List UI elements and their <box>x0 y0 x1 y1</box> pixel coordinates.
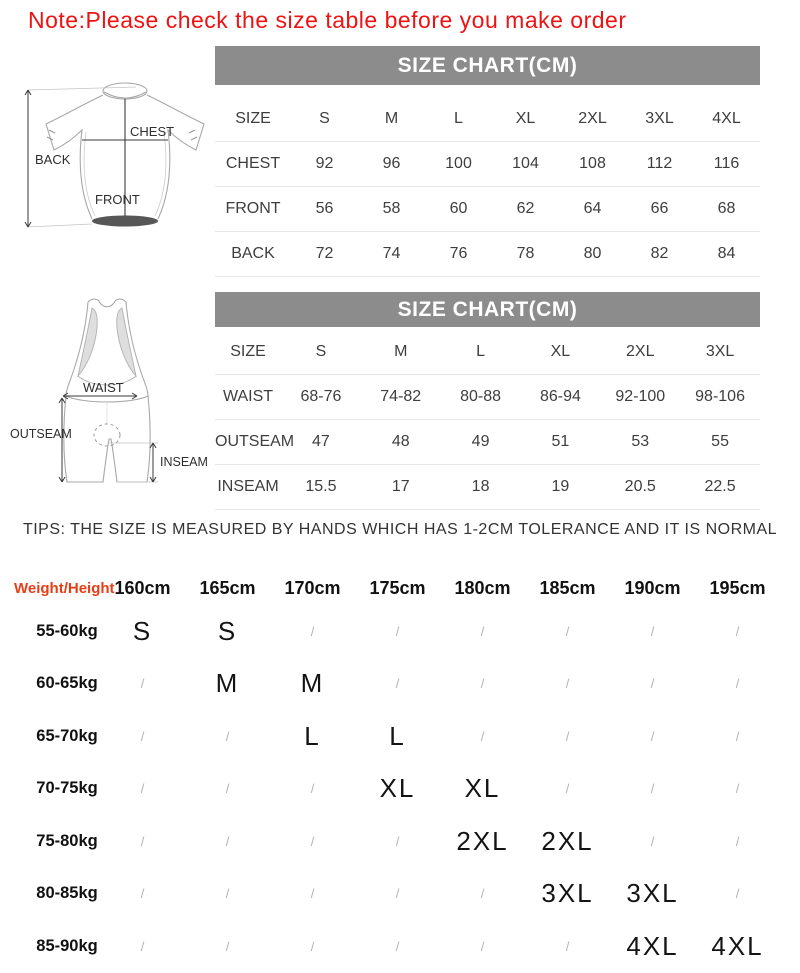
weight-row-label: 75-80kg <box>36 831 98 850</box>
value-cell: 22.5 <box>704 478 736 495</box>
value-cell: 60 <box>449 200 468 217</box>
empty-cell-slash: / <box>735 886 740 902</box>
back-label: BACK <box>35 152 71 167</box>
value-cell: 74 <box>382 245 401 262</box>
value-cell: 82 <box>650 245 669 262</box>
matrix-row <box>0 815 780 868</box>
matrix-row <box>0 658 780 711</box>
column-header-cell: 2XL <box>626 343 655 360</box>
shorts-size-chart-title: SIZE CHART(CM) <box>215 292 760 327</box>
column-header-cell: 3XL <box>705 343 735 360</box>
recommended-size-cell: 2XL <box>456 825 509 856</box>
weight-row-label: 80-85kg <box>36 884 98 903</box>
empty-cell-slash: / <box>735 623 740 639</box>
value-cell: 86-94 <box>539 388 581 405</box>
shorts-size-table <box>215 330 760 510</box>
empty-cell-slash: / <box>735 781 740 797</box>
recommended-size-cell: 3XL <box>626 878 679 909</box>
empty-cell-slash: / <box>310 938 315 954</box>
weight-row-label: 60-65kg <box>36 674 98 693</box>
outseam-label: OUTSEAM <box>10 427 72 441</box>
height-column-header: 170cm <box>284 578 341 598</box>
chest-label: CHEST <box>130 124 175 139</box>
row-label-cell: FRONT <box>225 200 281 217</box>
empty-cell-slash: / <box>480 938 485 954</box>
jersey-hem <box>92 216 158 227</box>
empty-cell-slash: / <box>140 676 145 692</box>
height-column-header: 180cm <box>454 578 511 598</box>
value-cell: 49 <box>471 433 490 450</box>
empty-cell-slash: / <box>480 728 485 744</box>
recommended-size-cell: 4XL <box>626 930 679 961</box>
recommended-size-cell: 2XL <box>541 825 594 856</box>
recommended-size-cell: XL <box>464 773 501 804</box>
back-measure-line <box>25 90 31 227</box>
column-header-cell: S <box>315 343 327 360</box>
matrix-row <box>0 868 780 921</box>
empty-cell-slash: / <box>225 833 230 849</box>
height-column-header: 160cm <box>114 578 171 598</box>
empty-cell-slash: / <box>140 781 145 797</box>
empty-cell-slash: / <box>650 676 655 692</box>
empty-cell-slash: / <box>310 781 315 797</box>
value-cell: 48 <box>391 433 410 450</box>
empty-cell-slash: / <box>395 676 400 692</box>
empty-cell-slash: / <box>735 833 740 849</box>
recommended-size-cell: L <box>304 720 321 751</box>
height-column-header: 185cm <box>539 578 596 598</box>
empty-cell-slash: / <box>565 623 570 639</box>
value-cell: 68 <box>717 200 736 217</box>
recommended-size-cell: 3XL <box>541 878 594 909</box>
empty-cell-slash: / <box>310 886 315 902</box>
empty-cell-slash: / <box>140 728 145 744</box>
recommended-size-cell: M <box>215 668 240 699</box>
value-cell: 96 <box>382 155 401 172</box>
size-table-row <box>215 420 760 465</box>
value-cell: 47 <box>312 433 330 450</box>
empty-cell-slash: / <box>395 886 400 902</box>
value-cell: 92 <box>315 155 334 172</box>
empty-cell-slash: / <box>140 938 145 954</box>
value-cell: 72 <box>315 245 334 262</box>
weight-height-corner-label: Weight/Height <box>14 580 115 597</box>
value-cell: 84 <box>717 245 736 262</box>
value-cell: 17 <box>391 478 410 495</box>
recommended-size-cell: M <box>300 668 325 699</box>
value-cell: 68-76 <box>300 388 342 405</box>
empty-cell-slash: / <box>140 886 145 902</box>
empty-cell-slash: / <box>650 781 655 797</box>
value-cell: 15.5 <box>305 478 337 495</box>
value-cell: 108 <box>579 155 606 172</box>
size-table-row <box>215 232 760 277</box>
value-cell: 18 <box>471 478 490 495</box>
empty-cell-slash: / <box>395 833 400 849</box>
weight-row-label: 55-60kg <box>36 621 98 640</box>
empty-cell-slash: / <box>735 728 740 744</box>
matrix-row <box>0 920 780 973</box>
column-header-cell: S <box>319 110 330 127</box>
column-header-cell: 3XL <box>645 110 674 127</box>
empty-cell-slash: / <box>480 676 485 692</box>
bib-shorts-diagram <box>8 298 218 508</box>
recommended-size-cell: S <box>132 615 153 646</box>
empty-cell-slash: / <box>225 781 230 797</box>
empty-cell-slash: / <box>225 938 230 954</box>
empty-cell-slash: / <box>650 833 655 849</box>
size-table-row <box>215 465 760 510</box>
value-cell: 20.5 <box>624 478 656 495</box>
column-header-cell: L <box>454 110 463 127</box>
jersey-size-chart-title: SIZE CHART(CM) <box>215 46 760 85</box>
empty-cell-slash: / <box>395 938 400 954</box>
value-cell: 19 <box>551 478 570 495</box>
value-cell: 53 <box>631 433 650 450</box>
recommended-size-cell: XL <box>379 773 416 804</box>
value-cell: 100 <box>445 155 472 172</box>
jersey-size-table <box>215 97 760 277</box>
row-label-cell: CHEST <box>225 155 281 172</box>
empty-cell-slash: / <box>480 623 485 639</box>
value-cell: 64 <box>583 200 602 217</box>
inseam-label: INSEAM <box>160 455 208 469</box>
row-label-cell: WAIST <box>222 388 274 405</box>
weight-row-label: 70-75kg <box>36 779 98 798</box>
inseam-measure-line <box>150 443 156 482</box>
empty-cell-slash: / <box>565 676 570 692</box>
value-cell: 98-106 <box>695 388 745 405</box>
value-cell: 80 <box>583 245 602 262</box>
row-label-cell: INSEAM <box>217 478 279 495</box>
value-cell: 104 <box>512 155 539 172</box>
weight-row-label: 85-90kg <box>36 936 98 955</box>
value-cell: 55 <box>711 433 729 450</box>
front-label: FRONT <box>95 192 140 207</box>
empty-cell-slash: / <box>650 728 655 744</box>
size-header-cell: SIZE <box>235 110 271 127</box>
column-header-cell: XL <box>550 343 571 360</box>
recommended-size-cell: L <box>389 720 406 751</box>
matrix-row <box>0 763 780 816</box>
recommended-size-cell: S <box>217 615 238 646</box>
value-cell: 62 <box>516 200 535 217</box>
value-cell: 58 <box>382 200 401 217</box>
row-label-cell: OUTSEAM <box>215 433 295 450</box>
empty-cell-slash: / <box>140 833 145 849</box>
column-header-cell: M <box>384 110 399 127</box>
size-table-header-row <box>215 97 760 142</box>
value-cell: 112 <box>646 155 673 172</box>
weight-row-label: 65-70kg <box>36 726 98 745</box>
value-cell: 116 <box>713 155 740 172</box>
empty-cell-slash: / <box>395 623 400 639</box>
row-label-cell: BACK <box>231 245 275 262</box>
empty-cell-slash: / <box>225 728 230 744</box>
empty-cell-slash: / <box>480 886 485 902</box>
height-column-header: 175cm <box>369 578 426 598</box>
recommended-size-cell: 4XL <box>711 930 764 961</box>
empty-cell-slash: / <box>310 623 315 639</box>
height-column-header: 190cm <box>624 578 681 598</box>
empty-cell-slash: / <box>735 676 740 692</box>
empty-cell-slash: / <box>565 781 570 797</box>
column-header-cell: M <box>394 343 408 360</box>
empty-cell-slash: / <box>650 623 655 639</box>
matrix-row <box>0 710 780 763</box>
size-table-row <box>215 375 760 420</box>
tips-text: TIPS: THE SIZE IS MEASURED BY HANDS WHICH HAS 1-2CM TOLERANCE AND IT IS NORMAL <box>22 521 778 538</box>
value-cell: 74-82 <box>380 388 422 405</box>
value-cell: 92-100 <box>615 388 666 405</box>
value-cell: 51 <box>551 433 570 450</box>
value-cell: 80-88 <box>460 388 502 405</box>
note-banner: Note:Please check the size table before you make order <box>28 7 627 33</box>
column-header-cell: 4XL <box>712 110 741 127</box>
value-cell: 56 <box>315 200 334 217</box>
size-table-row <box>215 142 760 187</box>
column-header-cell: XL <box>515 110 536 127</box>
jersey-diagram <box>18 78 218 238</box>
size-header-cell: SIZE <box>230 343 266 360</box>
empty-cell-slash: / <box>565 938 570 954</box>
height-column-header: 165cm <box>199 578 256 598</box>
value-cell: 76 <box>449 245 468 262</box>
height-column-header: 195cm <box>709 578 766 598</box>
value-cell: 66 <box>650 200 669 217</box>
empty-cell-slash: / <box>225 886 230 902</box>
size-table-header-row <box>215 330 760 375</box>
matrix-header-row <box>0 572 780 605</box>
weight-height-matrix <box>0 572 780 973</box>
column-header-cell: L <box>476 343 486 360</box>
column-header-cell: 2XL <box>578 110 607 127</box>
size-table-row <box>215 187 760 232</box>
value-cell: 78 <box>516 245 535 262</box>
empty-cell-slash: / <box>310 833 315 849</box>
waist-label: WAIST <box>83 380 124 395</box>
matrix-row <box>0 605 780 658</box>
empty-cell-slash: / <box>565 728 570 744</box>
